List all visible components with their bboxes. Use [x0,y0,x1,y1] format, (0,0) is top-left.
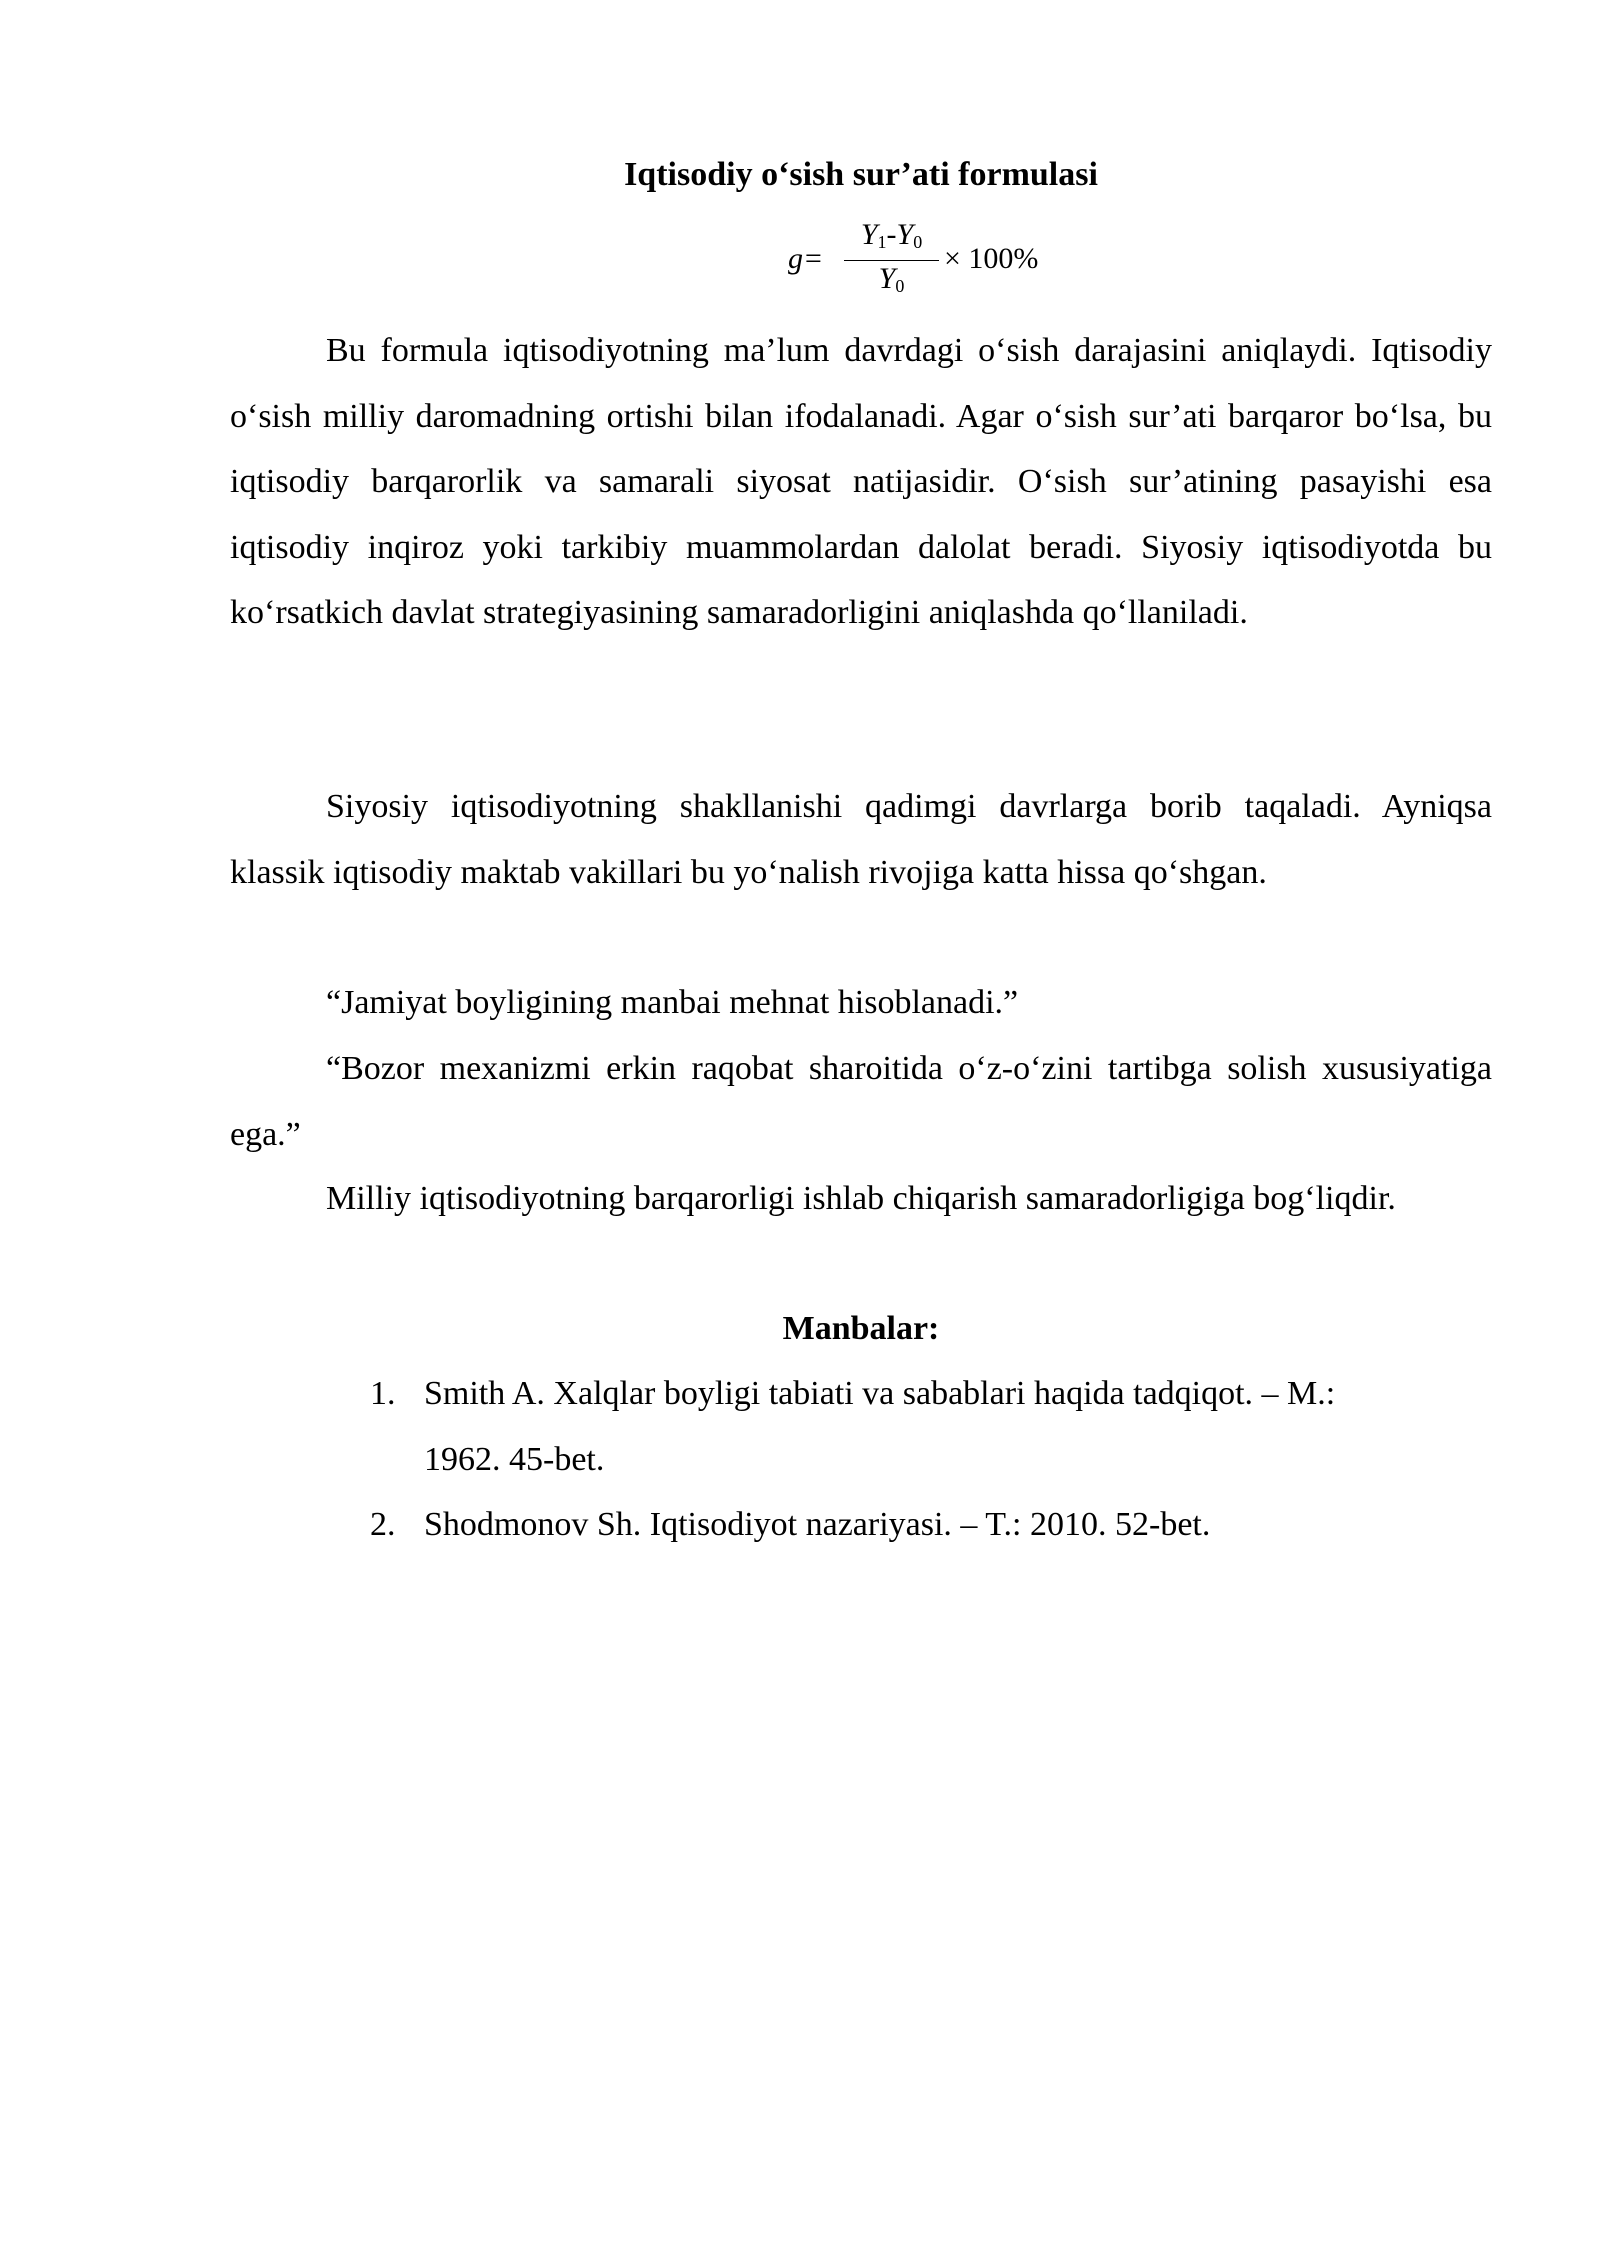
source-text: Shodmonov Sh. Iqtisodiyot nazariyasi. – T.: 2010. 52-bet. [424,1506,1211,1543]
sources-heading: Manbalar: [782,1310,940,1347]
source-item [370,1361,1370,1492]
quote-market: “Bozor mexanizmi erkin raqobat sharoitida o‘z-o‘zini tartibga solish xususiyatiga ega.” [230,1050,1492,1153]
formula-denominator: Y0 [878,262,905,296]
formula-fraction-bar [844,260,939,261]
source-item [370,1492,1370,1558]
source-text: Smith A. Xalqlar boyligi tabiati va sabablari haqida tadqiqot. – M.: 1962. 45-bet. [424,1375,1336,1478]
formula-lhs: g= [788,242,824,275]
paragraph-history: Siyosiy iqtisodiyotning shakllanishi qadimgi davrlarga borib taqaladi. Ayniqsa klassik iqtisodiy maktab vakillari bu yo‘nalish rivojiga katta hissa qo‘shgan. [230,788,1492,891]
formula-multiplier: × 100% [944,242,1039,275]
source-number: 1. [370,1375,396,1412]
formula-numerator: Y1-Y0 [860,218,923,252]
paragraph-formula-explanation: Bu formula iqtisodiyotning ma’lum davrdagi o‘sish darajasini aniqlaydi. Iqtisodiy o‘sish milliy daromadning ortishi bilan ifodalanadi. Agar o‘sish sur’ati barqaror bo‘lsa, bu iqtisodiy barqarorlik va samarali siyosat natijasidir. O‘sish sur’atining pasayishi esa iqtisodiy inqiroz yoki tarkibiy muammolardan dalolat beradi. Siyosiy iqtisodiyotda bu ko‘rsatkich davlat strategiyasining samaradorligini aniqlashda qo‘llaniladi. [230,332,1492,631]
paragraph-stability: Milliy iqtisodiyotning barqarorligi ishlab chiqarish samaradorligiga bog‘liqdir. [326,1180,1396,1217]
sources-list [370,1361,1370,1558]
section-title: Iqtisodiy o‘sish sur’ati formulasi [624,156,1098,193]
source-number: 2. [370,1506,396,1543]
quote-labor: “Jamiyat boyligining manbai mehnat hisoblanadi.” [326,984,1019,1021]
